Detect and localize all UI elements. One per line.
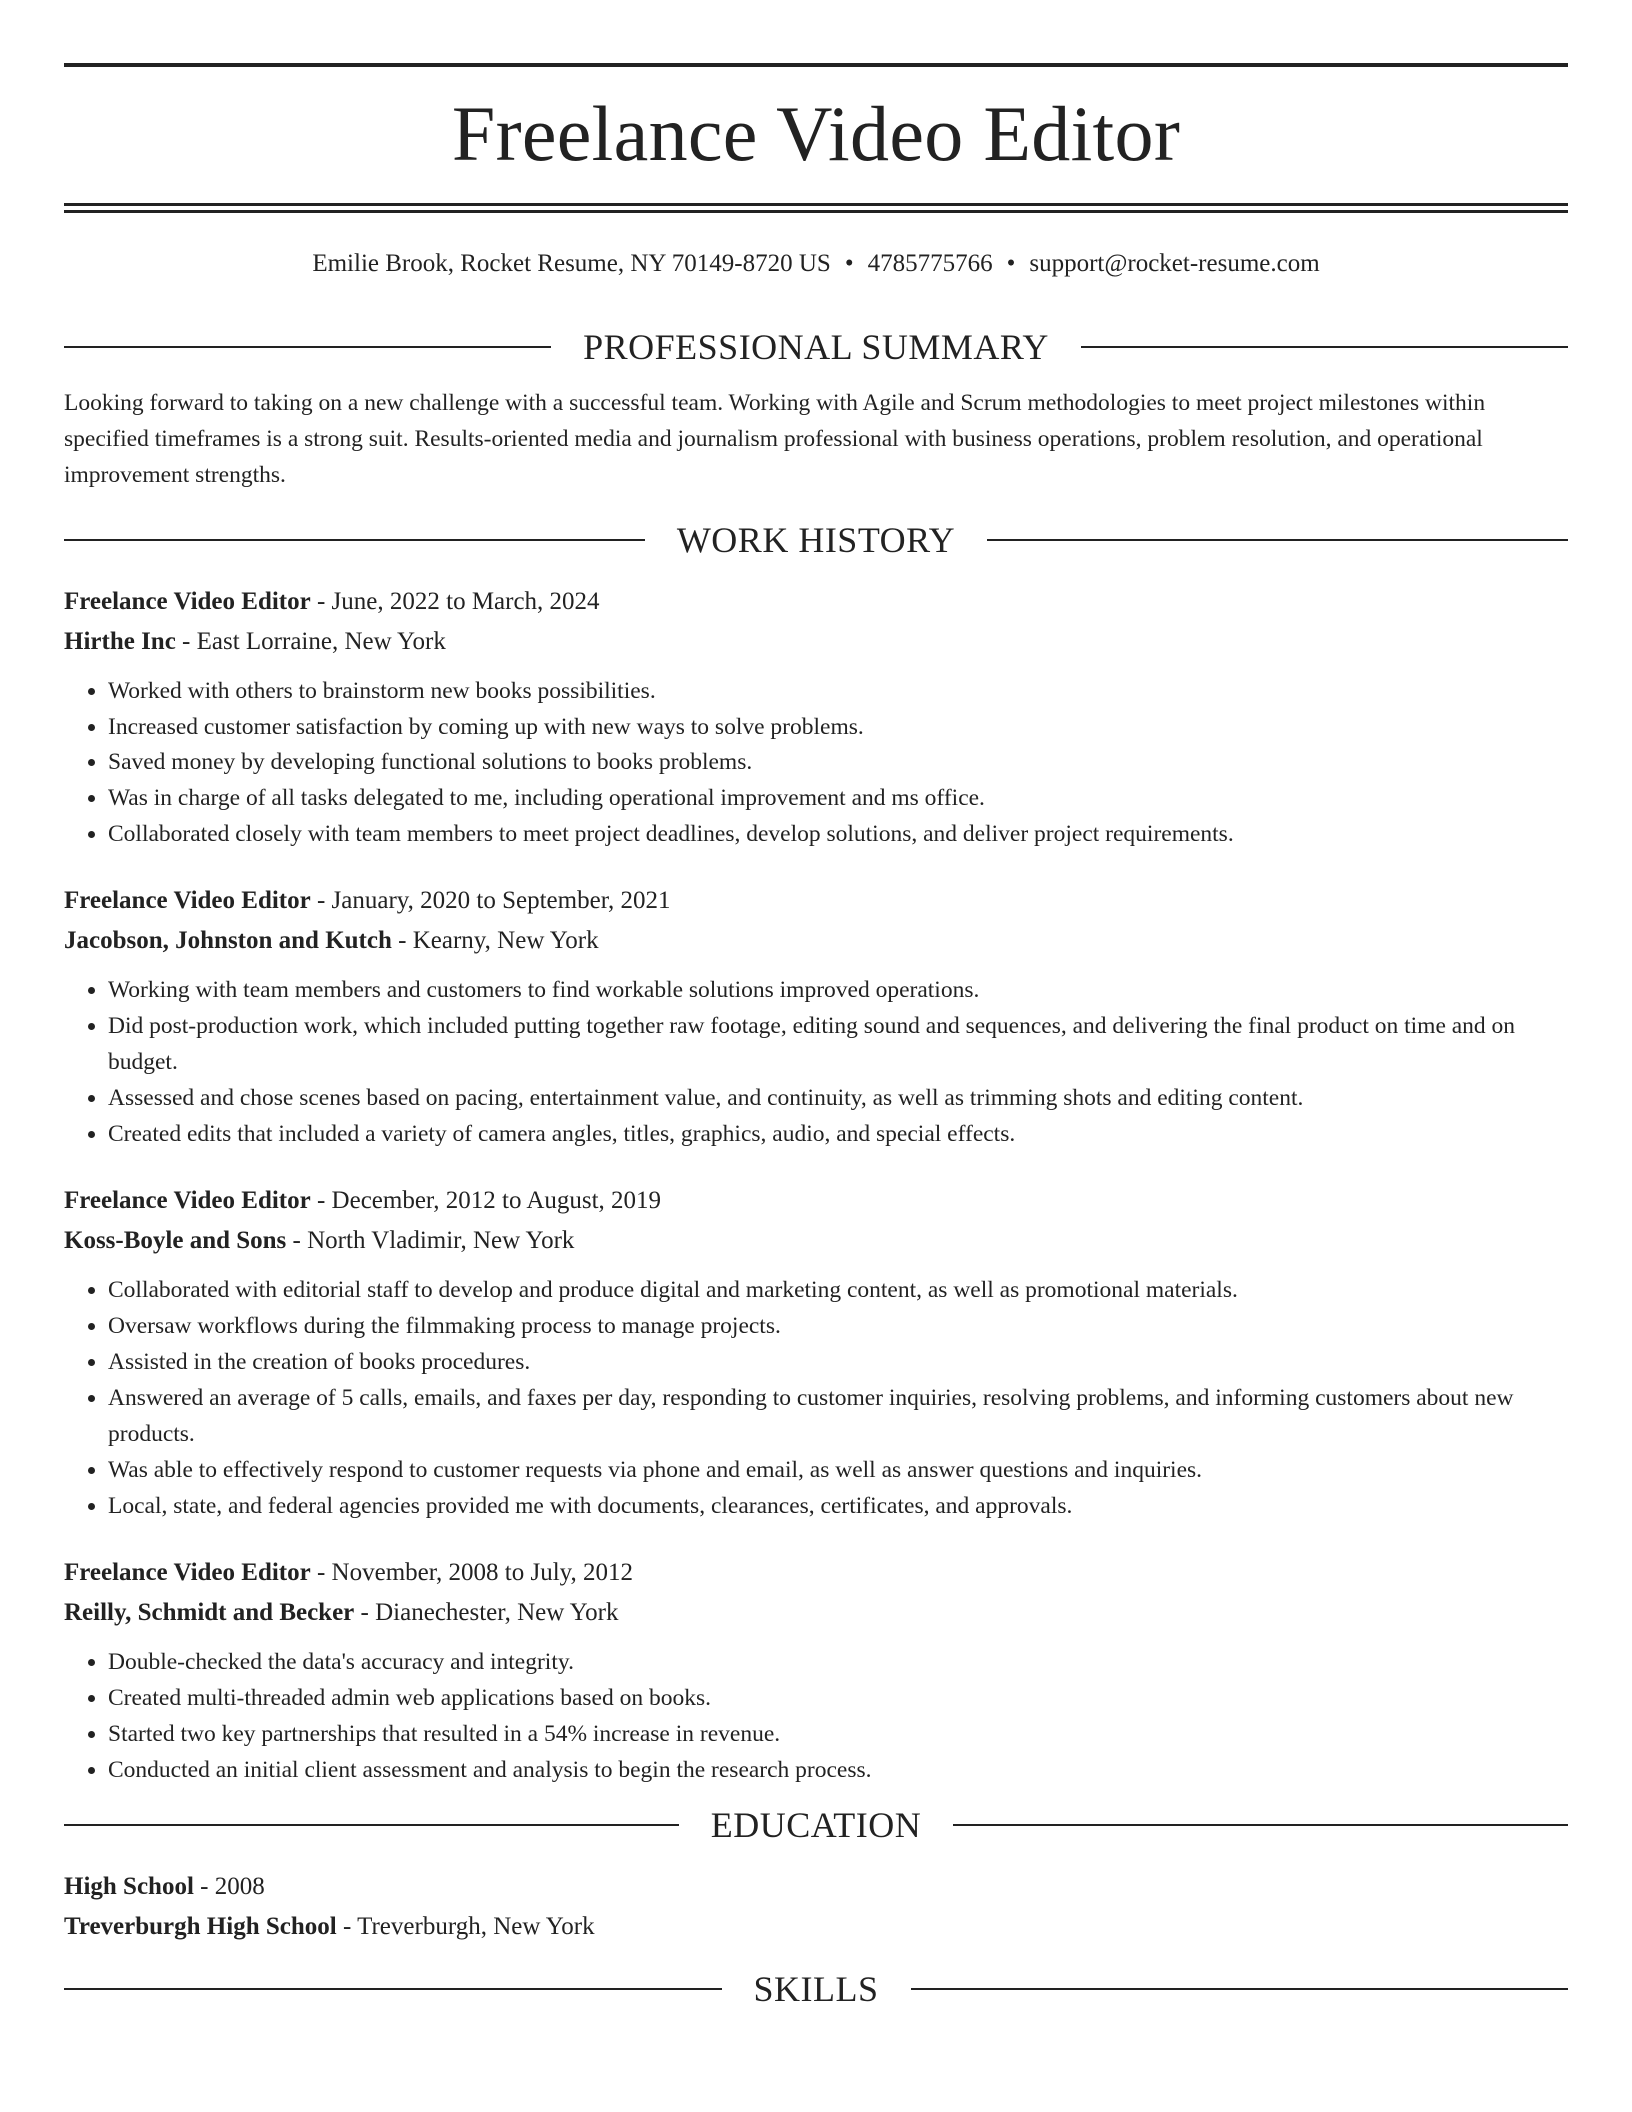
job-location: - North Vladimir, New York xyxy=(286,1227,575,1255)
resume-page xyxy=(64,0,1568,2007)
skills-heading-label: SKILLS xyxy=(753,1968,879,2009)
contact-phone: 4785775766 xyxy=(867,250,993,277)
education-school-line xyxy=(64,1907,1568,1947)
job-company-line xyxy=(64,622,1568,662)
header-top-rule xyxy=(64,63,1568,67)
job-location: - Dianechester, New York xyxy=(354,1598,619,1626)
contact-address: Emilie Brook, Rocket Resume, NY 70149-8720 US xyxy=(312,250,831,277)
list-item: • Double-checked the data's accuracy and integrity. xyxy=(108,1645,1568,1681)
education-degree: High School xyxy=(64,1872,194,1900)
job-entry xyxy=(64,582,1568,854)
job-title: Freelance Video Editor xyxy=(64,1558,311,1586)
job-dates: - January, 2020 to September, 2021 xyxy=(310,887,671,915)
job-company: Hirthe Inc xyxy=(64,627,176,655)
list-item: • Assisted in the creation of books procedures. xyxy=(108,1345,1568,1381)
header-double-rule xyxy=(64,203,1568,213)
job-title-line xyxy=(64,582,1568,622)
job-title-line xyxy=(64,1553,1568,1593)
job-company-line xyxy=(64,921,1568,961)
resume-title: Freelance Video Editor xyxy=(451,90,1181,177)
contact-line xyxy=(64,249,1568,279)
list-item: • Assessed and chose scenes based on pacing, entertainment value, and continuity, as well as trimming shots and editing content. xyxy=(108,1081,1568,1117)
job-company: Reilly, Schmidt and Becker xyxy=(64,1598,355,1626)
summary-text: Looking forward to taking on a new challenge with a successful team. Working with Agile and Scrum methodologies to meet project milestones within specified timeframes is a strong suit. Results-oriented media and journalism professional with business operations, problem resolution, and operational improvement strengths. xyxy=(64,390,1486,489)
job-entry xyxy=(64,881,1568,1153)
education-school: Treverburgh High School xyxy=(64,1912,337,1940)
list-item: • Did post-production work, which included putting together raw footage, editing sound and sequences, and delivering the final product on time and on budget. xyxy=(108,1009,1568,1081)
education-year: - 2008 xyxy=(193,1872,265,1900)
heading-rule-left xyxy=(64,346,551,348)
list-item: • Collaborated closely with team members to meet project deadlines, develop solutions, and deliver project requirements. xyxy=(108,817,1568,853)
contact-separator: • xyxy=(1006,250,1016,277)
education-heading-label: EDUCATION xyxy=(710,1804,922,1845)
list-item: • Was in charge of all tasks delegated to me, including operational improvement and ms office. xyxy=(108,781,1568,817)
work-history-heading xyxy=(64,519,1568,560)
heading-rule-left xyxy=(64,1824,679,1826)
job-entry xyxy=(64,1553,1568,1789)
heading-rule-right xyxy=(987,539,1568,541)
education-location: - Treverburgh, New York xyxy=(336,1912,595,1940)
list-item: • Working with team members and customers to find workable solutions improved operations. xyxy=(108,973,1568,1009)
list-item: • Answered an average of 5 calls, emails, and faxes per day, responding to customer inquiries, resolving problems, and informing customers about new products. xyxy=(108,1381,1568,1453)
heading-rule-right xyxy=(911,1988,1569,1990)
heading-rule-left xyxy=(64,1988,722,1990)
list-item: • Local, state, and federal agencies provided me with documents, clearances, certificates, and approvals. xyxy=(108,1489,1568,1525)
list-item: • Started two key partnerships that resulted in a 54% increase in revenue. xyxy=(108,1717,1568,1753)
job-company-line xyxy=(64,1221,1568,1261)
contact-email: support@rocket-resume.com xyxy=(1029,250,1320,277)
job-title: Freelance Video Editor xyxy=(64,1187,311,1215)
list-item: • Collaborated with editorial staff to develop and produce digital and marketing content, as well as promotional materials. xyxy=(108,1273,1568,1309)
work-history-heading-label: WORK HISTORY xyxy=(676,519,956,560)
list-item: • Was able to effectively respond to customer requests via phone and email, as well as answer questions and inquiries. xyxy=(108,1453,1568,1489)
job-title-line xyxy=(64,881,1568,921)
job-title-line xyxy=(64,1181,1568,1221)
job-bullets xyxy=(64,973,1568,1153)
job-location: - East Lorraine, New York xyxy=(175,627,446,655)
list-item: • Created multi-threaded admin web applications based on books. xyxy=(108,1681,1568,1717)
skills-heading xyxy=(64,1968,1568,2009)
education-heading xyxy=(64,1804,1568,1845)
job-entry xyxy=(64,1181,1568,1525)
job-title: Freelance Video Editor xyxy=(64,887,311,915)
heading-rule-right xyxy=(1081,346,1568,348)
job-dates: - June, 2022 to March, 2024 xyxy=(310,587,600,615)
list-item: • Created edits that included a variety of camera angles, titles, graphics, audio, and special effects. xyxy=(108,1117,1568,1153)
summary-heading-label: PROFESSIONAL SUMMARY xyxy=(583,327,1049,367)
heading-rule-left xyxy=(64,539,645,541)
job-title: Freelance Video Editor xyxy=(64,587,311,615)
job-dates: - November, 2008 to July, 2012 xyxy=(310,1558,634,1586)
job-dates: - December, 2012 to August, 2019 xyxy=(310,1187,662,1215)
job-company: Koss-Boyle and Sons xyxy=(64,1227,287,1255)
list-item: • Worked with others to brainstorm new books possibilities. xyxy=(108,674,1568,710)
list-item: • Increased customer satisfaction by coming up with new ways to solve problems. xyxy=(108,710,1568,746)
job-company: Jacobson, Johnston and Kutch xyxy=(64,927,392,955)
job-bullets xyxy=(64,1645,1568,1789)
list-item: • Oversaw workflows during the filmmaking process to manage projects. xyxy=(108,1309,1568,1345)
job-bullets xyxy=(64,674,1568,854)
list-item: • Saved money by developing functional solutions to books problems. xyxy=(108,745,1568,781)
education-entry xyxy=(64,1867,1568,1947)
job-location: - Kearny, New York xyxy=(391,927,599,955)
job-bullets xyxy=(64,1273,1568,1525)
heading-rule-right xyxy=(953,1824,1568,1826)
list-item: • Conducted an initial client assessment and analysis to begin the research process. xyxy=(108,1753,1568,1789)
summary-heading xyxy=(64,329,1568,365)
education-degree-line xyxy=(64,1867,1568,1907)
contact-separator: • xyxy=(844,250,854,277)
job-company-line xyxy=(64,1593,1568,1633)
